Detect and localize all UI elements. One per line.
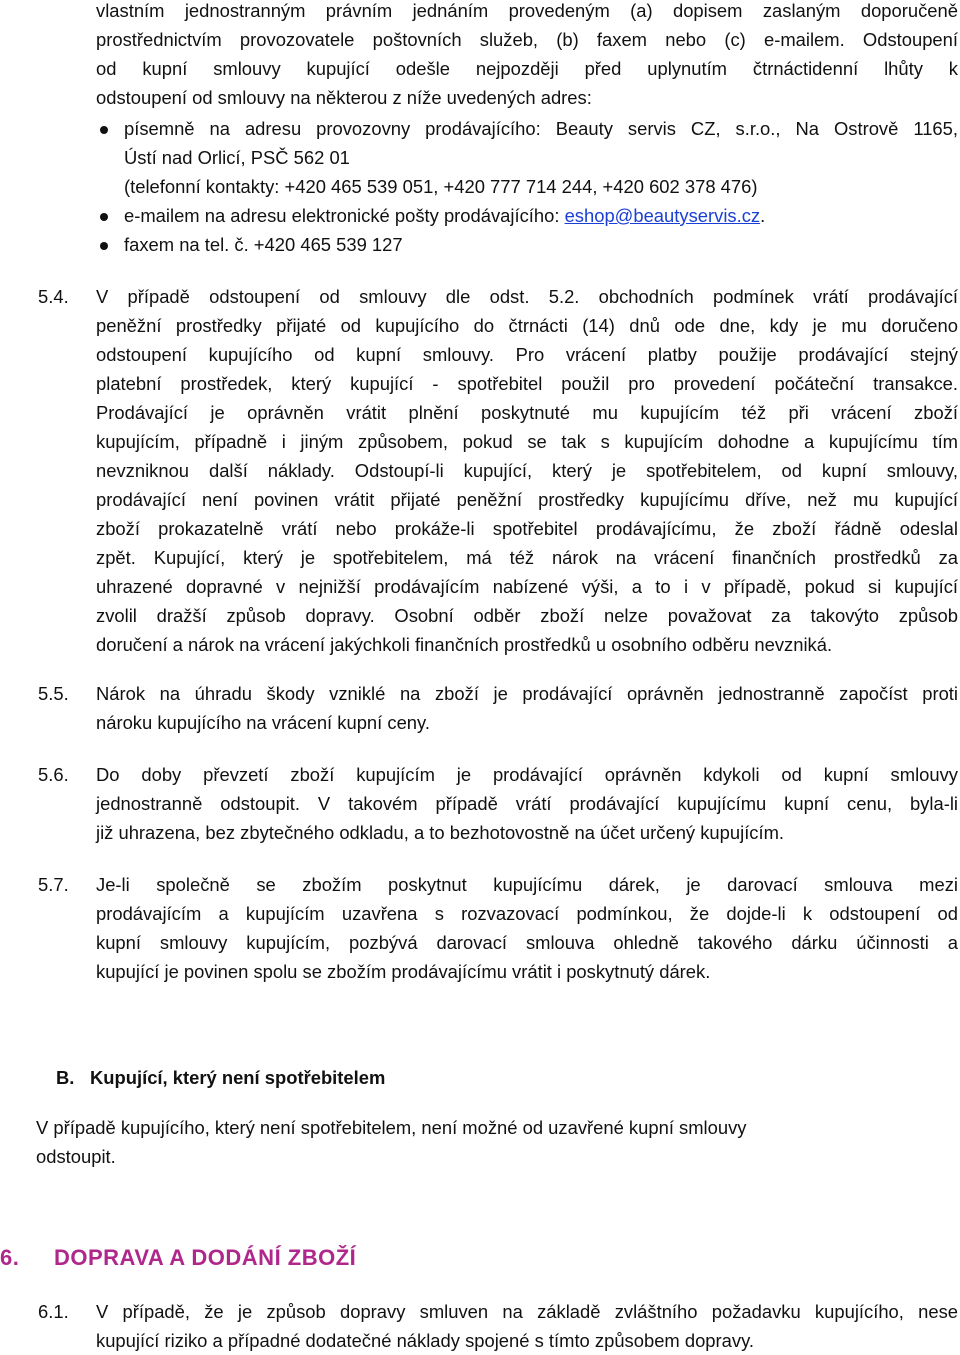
section-5-6-number: 5.6. [38,764,69,785]
section-5-5-number: 5.5. [38,683,69,704]
section-5-4-line: odstoupení kupujícího od kupní smlouvy. Pro vrácení platby použije prodávající stejný [96,344,958,365]
bullet-postal-line-1: písemně na adresu provozovny prodávajícího: Beauty servis CZ, s.r.o., Na Ostrově 1165, [124,118,958,139]
section-5-7-line: kupní smlouvy kupujícím, pozbývá darovací smlouva ohledně takového dárku účinnosti a [96,932,958,953]
bullet-email-text: e-mailem na adresu elektronické pošty prodávajícího: [124,205,565,226]
section-5-4-line: uhrazené dopravné v nejnižší prodávajícím nabízené výši, a to i v případě, pokud si kupující [96,576,958,597]
section-5-5-line: Nárok na úhradu škody vzniklé na zboží je prodávající oprávněn jednostranně započíst proti [96,683,958,704]
section-5-4-number: 5.4. [38,286,69,307]
section-6-number: 6. [0,1245,20,1270]
section-5-7-number: 5.7. [38,874,69,895]
section-5-4-line: kupujícím, případně i jiným způsobem, pokud se tak s kupujícím dohodne a kupujícímu tím [96,431,958,452]
section-5-4-line: V případě odstoupení od smlouvy dle odst. 5.2. obchodních podmínek vrátí prodávající [96,286,958,307]
bullet-email [124,201,765,230]
bullet-postal-line-2: Ústí nad Orlicí, PSČ 562 01 [124,147,350,168]
section-5-6-line: Do doby převzetí zboží kupujícím je prodávající oprávněn kdykoli od kupní smlouvy [96,764,958,785]
intro-line-2: prostřednictvím provozovatele poštovních služeb, (b) faxem nebo (c) e-mailem. Odstoupení [96,29,958,50]
intro-line-3: od kupní smlouvy kupující odešle nejpozději před uplynutím čtrnáctidenní lhůty k [96,58,958,79]
section-5-4-line: prodávající není povinen vrátit přijaté peněžní prostředky kupujícímu dříve, než mu kupující [96,489,958,510]
section-5-7-line: prodávajícím a kupujícím uzavřena s rozvazovací podmínkou, že dojde-li k odstoupení od [96,903,958,924]
email-link[interactable]: eshop@beautyservis.cz [564,205,761,226]
section-5-6-line: jednostranně odstoupit. V takovém případě vrátí prodávající kupujícímu kupní cenu, byla-li [96,793,958,814]
section-b-heading: Kupující, který není spotřebitelem [90,1067,386,1088]
section-b-line-2: odstoupit. [36,1146,116,1167]
section-5-7-line: Je-li společně se zbožím poskytnut kupujícímu dárek, je darovací smlouva mezi [96,874,958,895]
section-6-1-line: V případě, že je způsob dopravy smluven na základě zvláštního požadavku kupujícího, nese [96,1301,958,1322]
section-b-line-1: V případě kupujícího, který není spotřebitelem, není možné od uzavřené kupní smlouvy [36,1117,747,1138]
bullet-email-end: . [760,205,766,226]
section-5-5-line: nároku kupujícího na vrácení kupní ceny. [96,712,430,733]
section-6-1-line: kupující riziko a případné dodatečné náklady spojené s tímto způsobem dopravy. [96,1330,755,1351]
section-5-4-line: zpět. Kupující, který je spotřebitelem, má též nárok na vrácení finančních prostředků za [96,547,958,568]
bullet-fax: faxem na tel. č. +420 465 539 127 [124,234,403,255]
section-5-4-line: zboží prokazatelně vrátí nebo prokáže-li spotřebitel prodávajícímu, že zboží řádně odeslal [96,518,958,539]
section-b-letter: B. [56,1067,75,1088]
section-5-4-line: peněžní prostředky přijaté od kupujícího do čtrnácti (14) dnů ode dne, kdy je mu doručeno [96,315,958,336]
section-6-1-number: 6.1. [38,1301,69,1322]
section-5-4-line: nevzniknou další náklady. Odstoupí-li kupující, který je spotřebitelem, od kupní smlouvy, [96,460,958,481]
section-5-4-line: platební prostředek, který kupující - spotřebitel použil pro provedení počáteční transakce. [96,373,958,394]
section-6-heading: DOPRAVA A DODÁNÍ ZBOŽÍ [54,1245,357,1270]
section-5-4-line: doručení a nárok na vrácení jakýchkoli finančních prostředků u osobního odběru nevzniká. [96,634,833,655]
section-5-4-line: zvolil dražší způsob dopravy. Osobní odběr zboží nelze považovat za takovýto způsob [96,605,958,626]
intro-line-4: odstoupení od smlouvy na některou z níže uvedených adres: [96,87,592,108]
section-5-6-line: již uhrazena, bez zbytečného odkladu, a to bezhotovostně na účet určený kupujícím. [96,822,785,843]
bullet-postal-phones: (telefonní kontakty: +420 465 539 051, +420 777 714 244, +420 602 378 476) [124,176,758,197]
section-5-7-line: kupující je povinen spolu se zbožím prodávajícímu vrátit i poskytnutý dárek. [96,961,711,982]
bullet-dot-icon [100,242,108,250]
section-5-4-line: Prodávající je oprávněn vrátit plnění poskytnuté mu kupujícím též při vrácení zboží [96,402,958,423]
intro-line-1: vlastním jednostranným právním jednáním provedeným (a) dopisem zaslaným doporučeně [96,0,958,21]
bullet-dot-icon [100,213,108,221]
bullet-dot-icon [100,126,108,134]
